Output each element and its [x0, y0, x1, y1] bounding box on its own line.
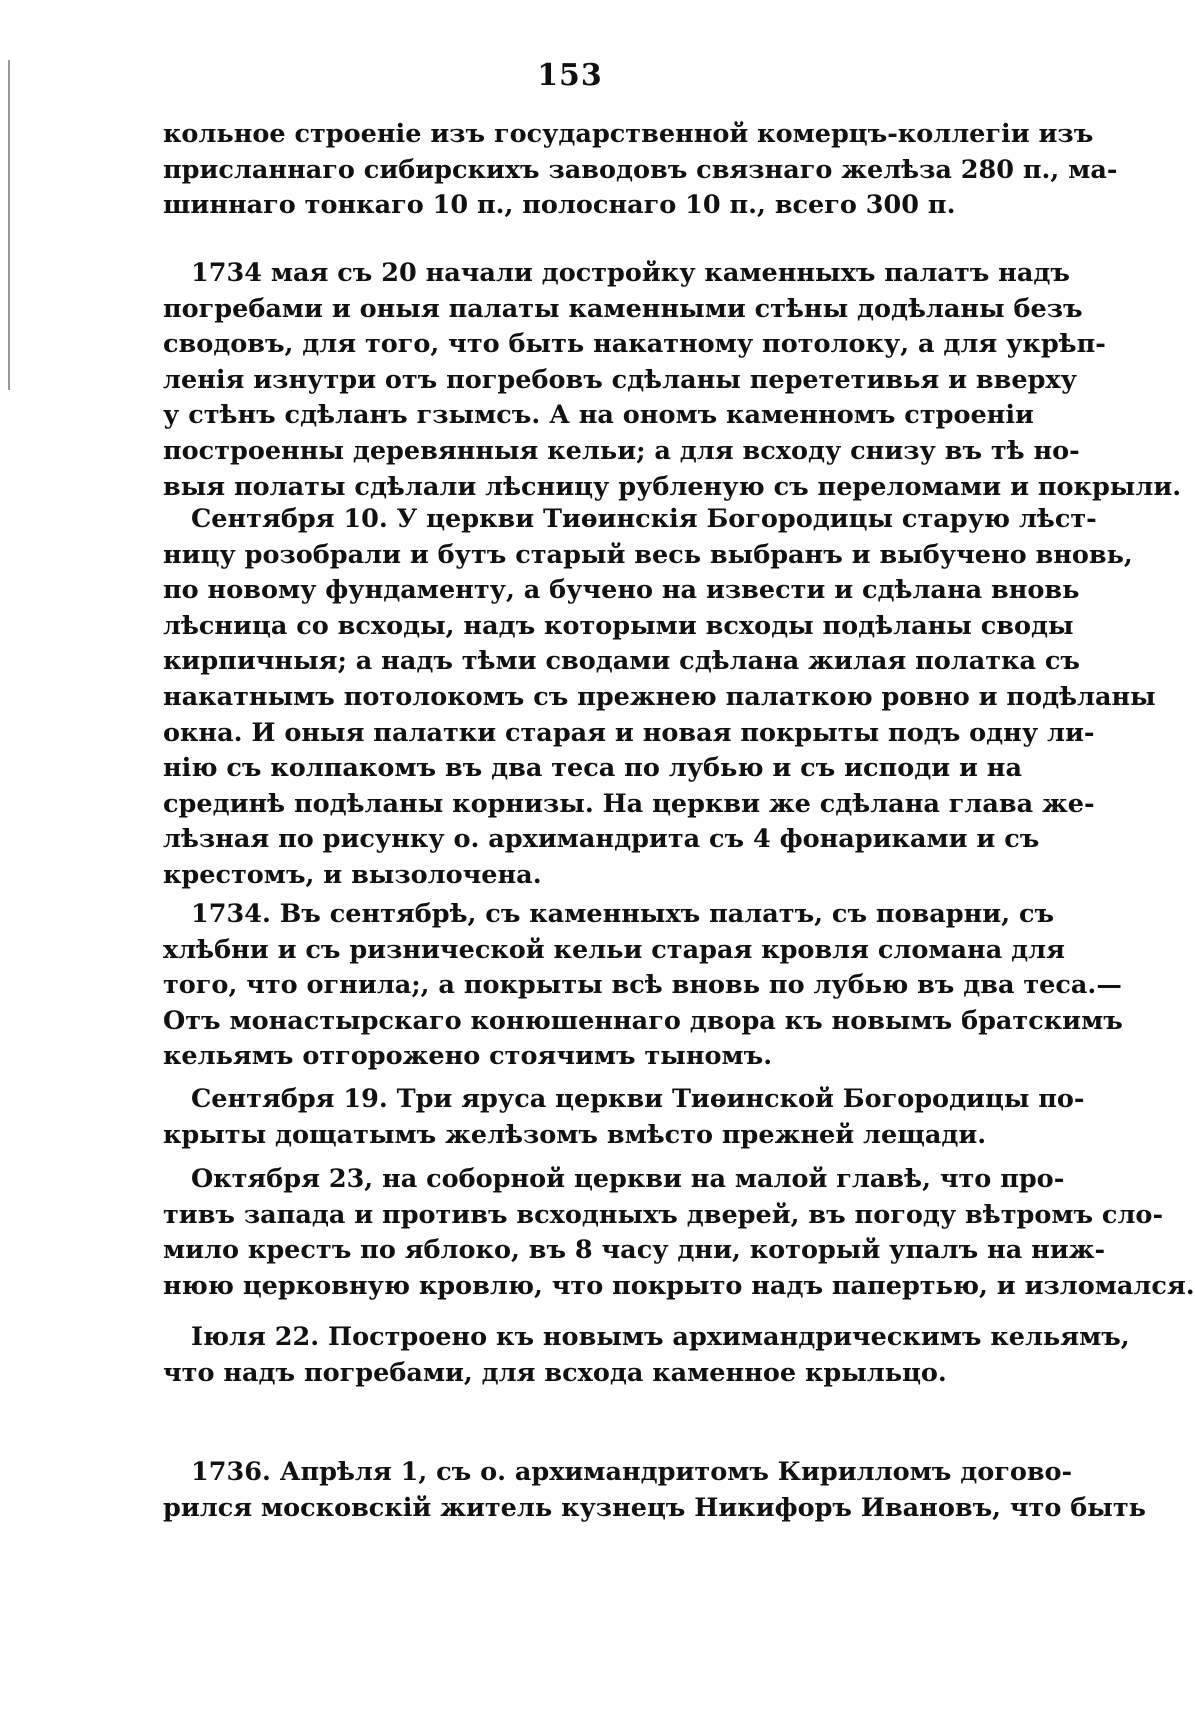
- text-line: ницу розобрали и бутъ старый весь выбранъ и выбучено вновь,: [163, 539, 1133, 570]
- text-line: Іюля 22. Построено къ новымъ архимандрическимъ кельямъ,: [191, 1322, 1130, 1352]
- paragraph-1734-september: [163, 897, 1123, 1075]
- page-number: 153: [537, 58, 603, 93]
- paragraph-1736-april: [163, 1455, 1146, 1526]
- text-line: того, что огнила;, а покрыты всѣ вновь по лубью въ два теса.—: [163, 970, 1122, 1001]
- text-line: хлѣбни и съ ризнической кельи старая кровля сломана для: [163, 934, 1065, 965]
- text-line: у стѣнъ сдѣланъ гзымсъ. А на ономъ каменномъ строеніи: [163, 400, 1034, 431]
- text-line: Сентября 19. Три яруса церкви Тиѳинской Богородицы по-: [191, 1084, 1085, 1114]
- text-line: рился московскій житель кузнецъ Никифоръ Ивановъ, что быть: [163, 1492, 1146, 1523]
- text-line: лѣзная по рисунку о. архимандрита съ 4 фонариками и съ: [163, 824, 1040, 855]
- text-line: кельямъ отгорожено стоячимъ тыномъ.: [163, 1041, 773, 1072]
- paragraph-september-10: [163, 502, 1156, 894]
- text-line: кольное строеніе изъ государственной комерцъ-коллегіи изъ: [163, 119, 1094, 149]
- text-line: тивъ запада и противъ всходныхъ дверей, въ погоду вѣтромъ сло-: [163, 1199, 1164, 1230]
- text-line: Октября 23, на соборной церкви на малой главѣ, что про-: [191, 1164, 1065, 1194]
- text-line: 1734. Въ сентябрѣ, съ каменныхъ палатъ, съ поварни, съ: [191, 899, 1055, 929]
- text-line: мило крестъ по яблоко, въ 8 часу дни, который упалъ на ниж-: [163, 1235, 1106, 1266]
- text-line: построенны деревянныя кельи; а для всходу снизу въ тѣ но-: [163, 435, 1080, 466]
- text-line: накатнымъ потолокомъ съ прежнею палаткою ровно и подѣланы: [163, 681, 1156, 712]
- text-line: срединѣ подѣланы корнизы. На церкви же сдѣлана глава же-: [163, 788, 1095, 819]
- text-line: Отъ монастырскаго конюшеннаго двора къ новымъ братскимъ: [163, 1005, 1123, 1036]
- paragraph-july-22: [163, 1320, 1130, 1391]
- text-line: крыты дощатымъ желѣзомъ вмѣсто прежней лещади.: [163, 1119, 987, 1150]
- paragraph-october-23: [163, 1162, 1195, 1304]
- text-line: по новому фундаменту, а бучено на извести и сдѣлана вновь: [163, 575, 1080, 606]
- scan-margin-line: [8, 60, 10, 390]
- text-line: окна. И оныя палатки старая и новая покрыты подъ одну ли-: [163, 717, 1095, 748]
- paragraph-september-19: [163, 1082, 1085, 1153]
- text-line: 1736. Апрѣля 1, съ о. архимандритомъ Кирилломъ догово-: [191, 1457, 1073, 1487]
- text-line: что надъ погребами, для всхода каменное крыльцо.: [163, 1357, 947, 1388]
- text-line: нію съ колпакомъ въ два теса по лубью и съ исподи и на: [163, 753, 1022, 784]
- text-line: шиннаго тонкаго 10 п., полоснаго 10 п., всего 300 п.: [163, 190, 956, 221]
- text-line: присланнаго сибирскихъ заводовъ связнаго желѣза 280 п., ма-: [163, 154, 1118, 185]
- paragraph-continuation: [163, 117, 1118, 224]
- paragraph-1734-may: [163, 256, 1182, 505]
- text-line: кирпичныя; а надъ тѣми сводами сдѣлана жилая полатка съ: [163, 646, 1080, 677]
- text-line: выя полаты сдѣлали лѣсницу рубленую съ переломами и покрыли.: [163, 471, 1182, 502]
- text-line: нюю церковную кровлю, что покрыто надъ папертью, и изломался.: [163, 1270, 1195, 1301]
- text-line: ленія изнутри отъ погребовъ сдѣланы перететивья и вверху: [163, 364, 1077, 395]
- text-line: Сентября 10. У церкви Тиѳинскія Богородицы старую лѣст-: [191, 504, 1097, 534]
- text-line: крестомъ, и вызолочена.: [163, 859, 542, 890]
- text-line: сводовъ, для того, что быть накатному потолоку, а для укрѣп-: [163, 329, 1106, 360]
- text-line: погребами и оныя палаты каменными стѣны додѣланы безъ: [163, 293, 1083, 324]
- text-line: лѣсница со всходы, надъ которыми всходы подѣланы своды: [163, 610, 1074, 641]
- text-line: 1734 мая съ 20 начали достройку каменныхъ палатъ надъ: [191, 258, 1070, 288]
